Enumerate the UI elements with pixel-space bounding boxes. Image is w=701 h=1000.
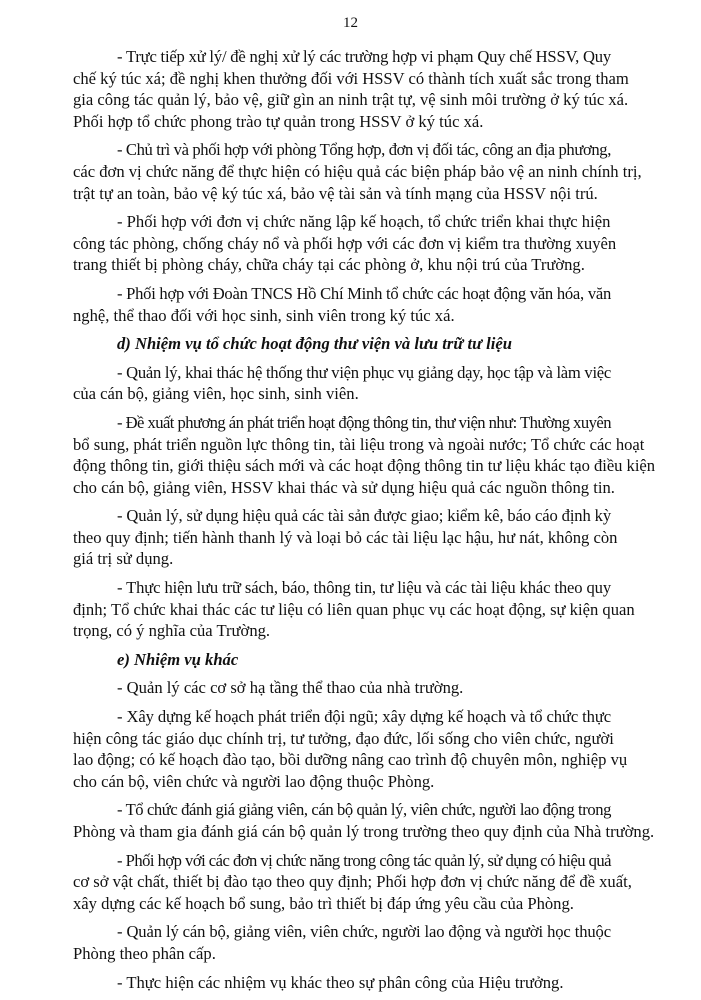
- paragraph-line: các đơn vị chức năng để thực hiện có hiệu quả các biện pháp bảo vệ an ninh chính trị,: [73, 161, 642, 181]
- paragraph-line: - Chủ trì và phối hợp với phòng Tổng hợp, đơn vị đối tác, công an địa phương,: [117, 140, 611, 160]
- paragraph-line: Phối hợp tổ chức phong trào tự quản trong HSSV ở ký túc xá.: [73, 111, 484, 131]
- paragraph-line: cho cán bộ, giảng viên, HSSV khai thác và sử dụng hiệu quả các nguồn thông tin.: [73, 477, 615, 497]
- section-heading: d) Nhiệm vụ tổ chức hoạt động thư viện và lưu trữ tư liệu: [117, 334, 512, 354]
- paragraph-line: gia công tác quản lý, bảo vệ, giữ gìn an ninh trật tự, vệ sinh môi trường ở ký túc xá.: [73, 90, 629, 110]
- paragraph-line: giá trị sử dụng.: [73, 549, 174, 569]
- paragraph-line: - Quản lý các cơ sở hạ tầng thể thao của nhà trường.: [117, 678, 464, 698]
- paragraph-line: định; Tổ chức khai thác các tư liệu có liên quan phục vụ các hoạt động, sự kiện quan: [73, 599, 635, 619]
- page-number: 12: [343, 15, 358, 31]
- paragraph-line: - Xây dựng kế hoạch phát triển đội ngũ; xây dựng kế hoạch và tổ chức thực: [117, 707, 611, 727]
- paragraph: [73, 211, 655, 276]
- paragraph-line: - Quản lý, sử dụng hiệu quả các tài sản được giao; kiểm kê, báo cáo định kỳ: [117, 506, 611, 526]
- paragraph-line: - Phối hợp với đơn vị chức năng lập kế hoạch, tổ chức triển khai thực hiện: [117, 212, 611, 232]
- paragraph-line: - Phối hợp với các đơn vị chức năng trong công tác quản lý, sử dụng có hiệu quả: [117, 850, 611, 870]
- paragraph: [73, 677, 655, 699]
- paragraph-line: xây dựng các kế hoạch bổ sung, bảo trì thiết bị đáp ứng yêu cầu của Phòng.: [73, 893, 574, 913]
- paragraph-line: - Thực hiện lưu trữ sách, báo, thông tin, tư liệu và các tài liệu khác theo quy: [117, 578, 611, 598]
- paragraph-line: của cán bộ, giảng viên, học sinh, sinh viên.: [73, 384, 359, 404]
- paragraph-line: theo quy định; tiến hành thanh lý và loại bỏ các tài liệu lạc hậu, hư nát, không còn: [73, 527, 618, 547]
- paragraph: [73, 799, 655, 842]
- paragraph-line: lao động; có kế hoạch đào tạo, bồi dưỡng nâng cao trình độ chuyên môn, nghiệp vụ: [73, 750, 628, 770]
- paragraph: [73, 283, 655, 326]
- paragraph: [73, 921, 655, 964]
- paragraph-line: bổ sung, phát triển nguồn lực thông tin, tài liệu trong và ngoài nước; Tổ chức các hoạt: [73, 434, 645, 454]
- paragraph-line: - Phối hợp với Đoàn TNCS Hồ Chí Minh tổ chức các hoạt động văn hóa, văn: [117, 283, 611, 303]
- paragraph-line: công tác phòng, chống cháy nổ và phối hợp với các đơn vị kiểm tra thường xuyên: [73, 233, 617, 253]
- paragraph-line: cơ sở vật chất, thiết bị đào tạo theo quy định; Phối hợp đơn vị chức năng để đề xuất,: [73, 872, 632, 892]
- paragraph: [73, 577, 655, 642]
- paragraph: [73, 505, 655, 570]
- paragraph: [73, 139, 655, 204]
- paragraph: [73, 850, 655, 915]
- paragraph-line: trang thiết bị phòng cháy, chữa cháy tại các phòng ở, khu nội trú của Trường.: [73, 255, 585, 275]
- paragraph-line: trật tự an toàn, bảo vệ ký túc xá, bảo vệ tài sản và tính mạng của HSSV nội trú.: [73, 183, 598, 203]
- paragraph: [73, 412, 655, 498]
- paragraph-line: trọng, có ý nghĩa của Trường.: [73, 621, 271, 641]
- paragraph-line: - Tổ chức đánh giá giảng viên, cán bộ quản lý, viên chức, người lao động trong: [117, 800, 611, 820]
- paragraph-line: Phòng và tham gia đánh giá cán bộ quản lý trong trường theo quy định của Nhà trường.: [73, 822, 655, 841]
- section-heading: e) Nhiệm vụ khác: [117, 649, 239, 669]
- paragraph-line: nghệ, thể thao đối với học sinh, sinh viên trong ký túc xá.: [73, 305, 455, 325]
- paragraph-line: - Quản lý, khai thác hệ thống thư viện phục vụ giảng dạy, học tập và làm việc: [117, 362, 611, 382]
- paragraph: [73, 362, 655, 405]
- paragraph-line: động thông tin, giới thiệu sách mới và các hoạt động thông tin tư liệu khác tạo điều kiện: [73, 456, 655, 476]
- paragraph-line: chế ký túc xá; đề nghị khen thưởng đối với HSSV có thành tích xuất sắc trong tham: [73, 68, 629, 88]
- paragraph-line: Phòng theo phân cấp.: [73, 943, 216, 963]
- paragraph-line: - Đề xuất phương án phát triển hoạt động thông tin, thư viện như: Thường xuyên: [117, 412, 611, 432]
- paragraph-line: hiện công tác giáo dục chính trị, tư tưởng, đạo đức, lối sống cho viên chức, người: [73, 728, 614, 748]
- paragraph-line: - Trực tiếp xử lý/ đề nghị xử lý các trường hợp vi phạm Quy chế HSSV, Quy: [117, 47, 611, 66]
- paragraph-line: - Thực hiện các nhiệm vụ khác theo sự phân công của Hiệu trưởng.: [117, 972, 564, 992]
- paragraph-line: cho cán bộ, viên chức và người lao động thuộc Phòng.: [73, 771, 435, 791]
- document-body: [73, 46, 655, 1000]
- paragraph: [73, 706, 655, 792]
- paragraph-line: - Quản lý cán bộ, giảng viên, viên chức, người lao động và người học thuộc: [117, 922, 611, 942]
- paragraph: [73, 972, 655, 994]
- paragraph: [73, 46, 655, 132]
